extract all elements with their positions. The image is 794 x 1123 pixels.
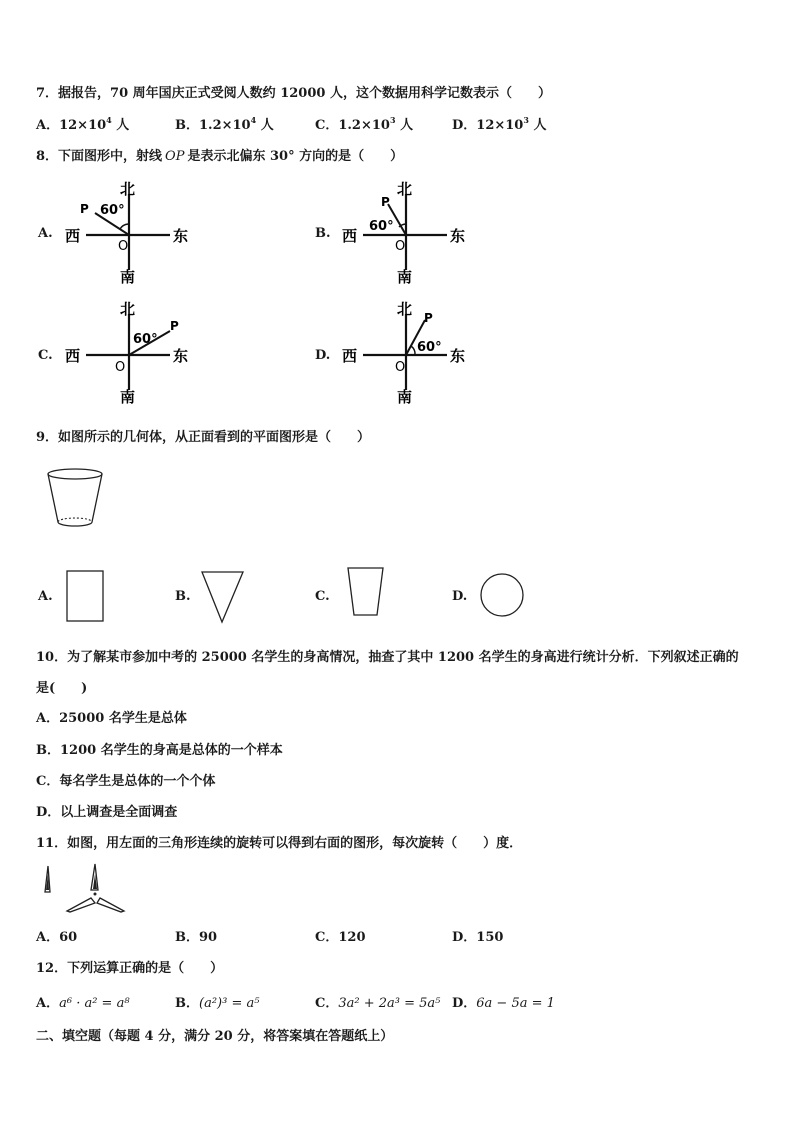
q11-option-b[interactable]: B．90 (175, 930, 218, 945)
q11-rotation-figure (40, 862, 130, 914)
q10-stem-line2: 是( ) (36, 681, 88, 696)
north-label: 北 (120, 180, 136, 198)
q8-compass-b[interactable] (337, 178, 477, 286)
angle-label: 60° (417, 340, 442, 355)
east-label: 东 (173, 347, 189, 365)
south-label: 南 (397, 388, 413, 406)
q12-option-a[interactable]: A．a⁶ · a² = a⁸ (36, 996, 130, 1011)
q7-stem: 7．据报告，70 周年国庆正式受阅人数约 12000 人，这个数据用科学记数表示（ ） (36, 86, 551, 101)
north-label: 北 (397, 300, 413, 318)
q12-option-c[interactable]: C．3a² + 2a³ = 5a⁵ (315, 996, 441, 1011)
south-label: 南 (120, 388, 136, 406)
point-label: P (424, 311, 433, 325)
point-label: P (80, 202, 89, 216)
q7-option-d[interactable]: D．$12\times 10^3$ 人 (452, 114, 547, 133)
q9-solid-figure (44, 466, 106, 530)
angle-label: 60° (369, 219, 394, 234)
q12-option-d[interactable]: D．6a − 5a = 1 (452, 996, 555, 1011)
q12-stem: 12．下列运算正确的是（ ） (36, 961, 224, 976)
north-label: 北 (120, 300, 136, 318)
q11-option-c[interactable]: C．120 (315, 930, 366, 945)
north-label: 北 (397, 180, 413, 198)
west-label: 西 (65, 227, 81, 245)
q9-option-a-label[interactable]: A. (38, 589, 53, 604)
q10-option-b[interactable]: B．1200 名学生的身高是总体的一个样本 (36, 743, 283, 758)
q9-option-c-trapezoid[interactable] (346, 566, 386, 618)
q9-option-c-label[interactable]: C. (315, 589, 330, 604)
q9-stem: 9．如图所示的几何体，从正面看到的平面图形是（ ） (36, 430, 371, 445)
q9-option-b-label[interactable]: B. (175, 589, 191, 604)
point-label: P (170, 319, 179, 333)
origin-label: O (118, 239, 129, 254)
west-label: 西 (65, 347, 81, 365)
point-label: P (381, 195, 390, 209)
q7-option-c[interactable]: C．$1.2\times 10^3$ 人 (315, 114, 414, 133)
origin-label: O (395, 360, 406, 375)
q9-option-b-triangle[interactable] (200, 570, 246, 624)
q10-option-c[interactable]: C．每名学生是总体的一个个体 (36, 774, 216, 789)
q11-option-a[interactable]: A．60 (36, 930, 78, 945)
east-label: 东 (450, 227, 466, 245)
q8-compass-c[interactable] (60, 298, 200, 406)
q9-option-d-circle[interactable] (479, 572, 527, 620)
q8-option-c-label[interactable]: C. (38, 348, 53, 363)
q10-option-d[interactable]: D．以上调查是全面调查 (36, 805, 178, 820)
q8-option-d-label[interactable]: D. (315, 348, 331, 363)
angle-label: 60° (100, 203, 125, 218)
origin-label: O (395, 239, 406, 254)
west-label: 西 (342, 227, 358, 245)
south-label: 南 (120, 268, 136, 286)
q10-stem-line1: 10．为了解某市参加中考的 25000 名学生的身高情况，抽查了其中 1200 名学生的身高进行统计分析．下列叙述正确的 (36, 650, 739, 665)
q10-option-a[interactable]: A．25000 名学生是总体 (36, 711, 187, 726)
section-2-heading: 二、填空题（每题 4 分，满分 20 分，将答案填在答题纸上） (36, 1029, 394, 1044)
south-label: 南 (397, 268, 413, 286)
q8-compass-a[interactable] (60, 178, 200, 286)
angle-label: 60° (133, 332, 158, 347)
q7-option-a[interactable]: A．$12\times 10^4$ 人 (36, 114, 130, 133)
q8-compass-d[interactable] (337, 298, 477, 406)
q9-option-d-label[interactable]: D. (452, 589, 468, 604)
east-label: 东 (450, 347, 466, 365)
q11-stem: 11．如图，用左面的三角形连续的旋转可以得到右面的图形，每次旋转（ ）度． (36, 836, 523, 851)
q9-option-a-rectangle[interactable] (66, 570, 106, 624)
q12-option-b[interactable]: B．(a²)³ = a⁵ (175, 996, 260, 1011)
q8-stem: 8．下面图形中，射线 OP 是表示北偏东 30° 方向的是（ ） (36, 149, 404, 164)
q11-option-d[interactable]: D．150 (452, 930, 504, 945)
q8-option-a-label[interactable]: A. (38, 226, 53, 241)
east-label: 东 (173, 227, 189, 245)
q8-option-b-label[interactable]: B. (315, 226, 331, 241)
origin-label: O (115, 360, 126, 375)
q7-option-b[interactable]: B．$1.2\times 10^4$ 人 (175, 114, 274, 133)
west-label: 西 (342, 347, 358, 365)
